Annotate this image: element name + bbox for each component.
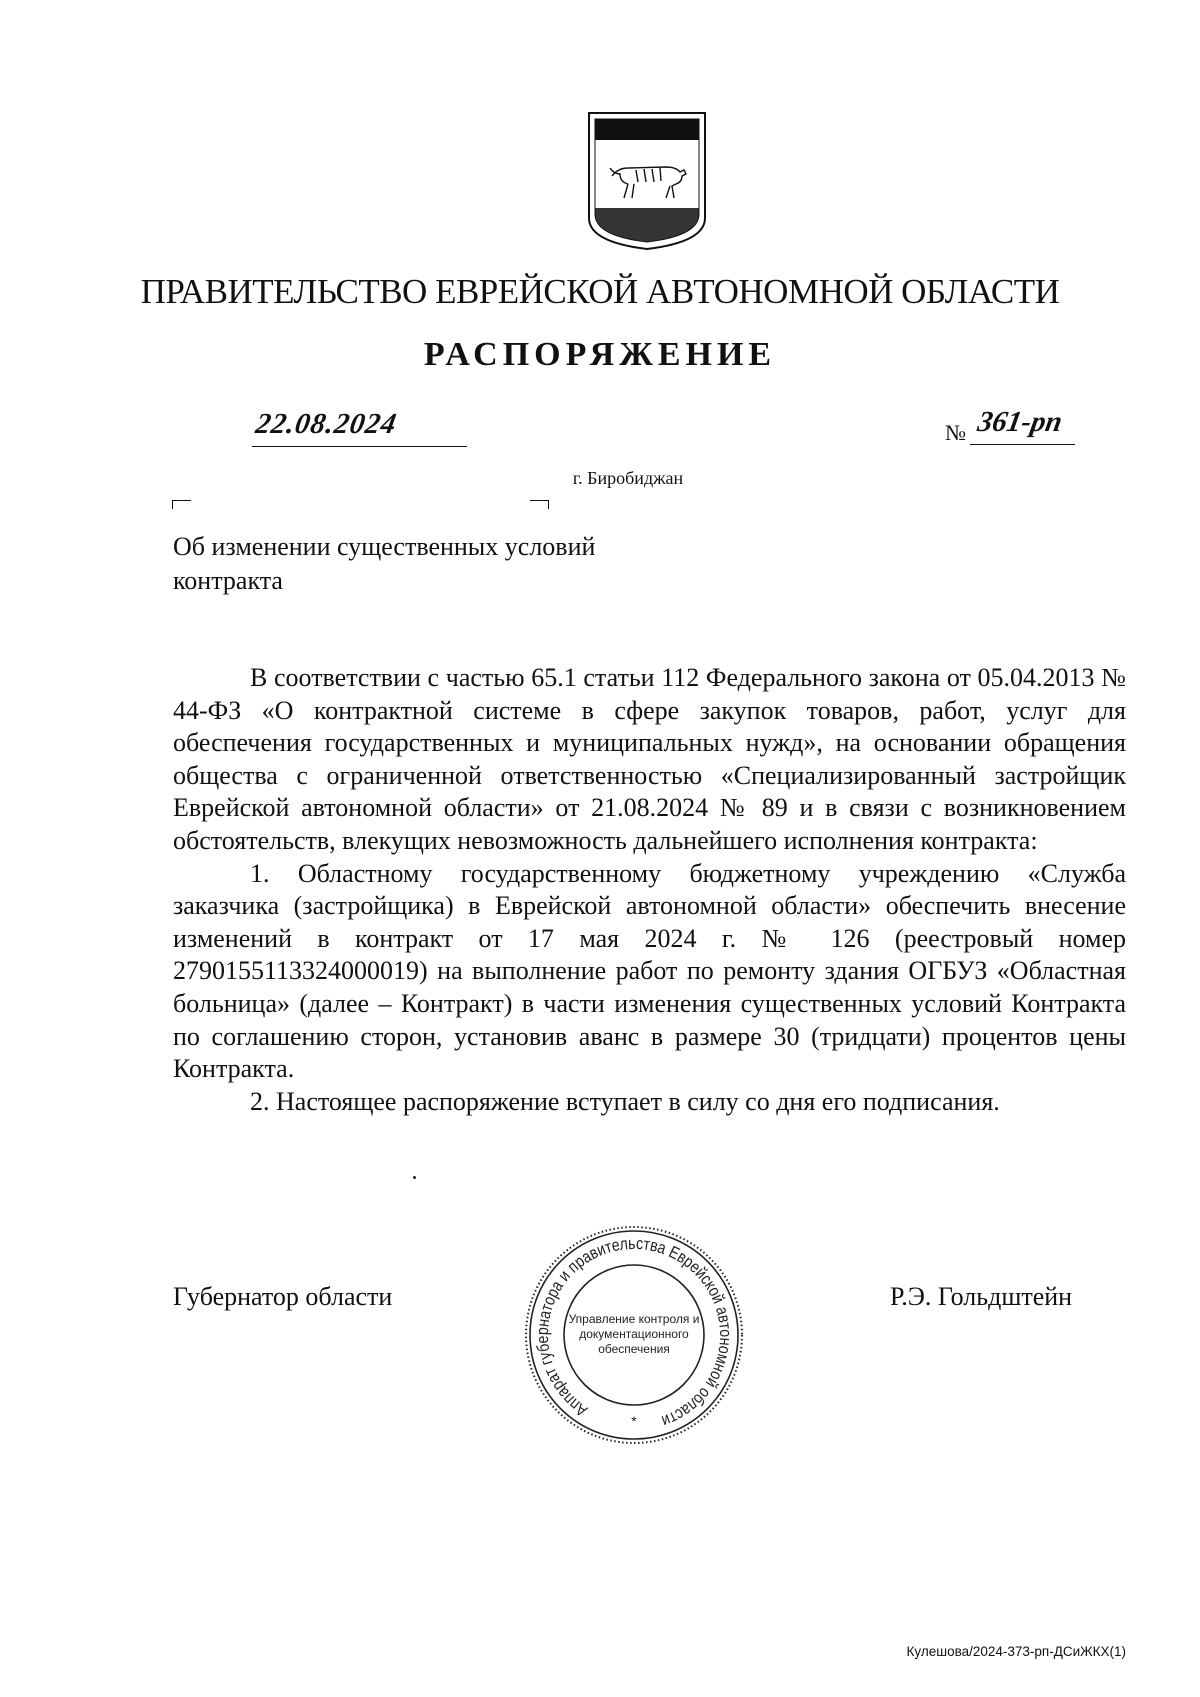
authority-heading: ПРАВИТЕЛЬСТВО ЕВРЕЙСКОЙ АВТОНОМНОЙ ОБЛАСТИ xyxy=(140,272,1060,311)
signer-name: Р.Э. Гольдштейн xyxy=(890,1282,1073,1311)
tiger-icon xyxy=(610,167,686,198)
stamp-center-line: обеспечения xyxy=(598,1342,670,1356)
stamp-ring-text: Аппарат губернатора и правительства Еврейской автономной области xyxy=(532,1233,736,1432)
stamp-center-line: документационного xyxy=(579,1327,689,1341)
signer-title: Губернатор области xyxy=(173,1282,393,1311)
document-body xyxy=(173,662,1126,1118)
document-subject xyxy=(173,530,693,598)
clause-2-paragraph: 2. Настоящее распоряжение вступает в силу со дня его подписания. xyxy=(250,1086,1000,1116)
stamp-center-line: Управление контроля и xyxy=(568,1312,700,1326)
footer-document-code: Кулешова/2024-373-рп-ДСиЖКХ(1) xyxy=(906,1644,1126,1659)
document-date: 22.08.2024 xyxy=(253,408,400,440)
coat-of-arms-emblem xyxy=(586,110,708,252)
subject-corner-right xyxy=(530,500,549,509)
clause-1-paragraph: 1. Областному государственному бюджетному учреждению «Служба заказчика (застройщика) в Еврейской автономной области» обеспечить внесение изменений в контракт от 17 мая 2024 г. № 126 (реестровый номер 2790155113324000019) на выполнение работ по ремонту здания ОГБУЗ «Областная больница» (далее – Контракт) в части изменения существенных условий Контракта по соглашению сторон, установив аванс в размере 30 (тридцати) процентов цены Контракта. xyxy=(173,858,1126,1084)
official-stamp xyxy=(522,1223,746,1447)
preamble-paragraph: В соответствии с частью 65.1 статьи 112 Федерального закона от 05.04.2013 № 44-ФЗ «О контрактной системе в сфере закупок товаров, работ, услуг для обеспечения государственных и муниципальных нужд», на основании обращения общества с ограниченной ответственностью «Специализированный застройщик Еврейской автономной области» от 21.08.2024 № 89 и в связи с возникновением обстоятельств, влекущих невозможность дальнейшего исполнения контракта: xyxy=(173,663,1126,855)
document-type-title: РАСПОРЯЖЕНИЕ xyxy=(423,336,777,373)
subject-line: Об изменении существенных условий xyxy=(173,532,596,561)
subject-line: контракта xyxy=(173,566,283,595)
subject-corner-left xyxy=(172,500,191,509)
document-number: 361-рп xyxy=(975,406,1065,438)
number-sign: № xyxy=(945,420,966,445)
stray-dot xyxy=(413,1176,416,1179)
stamp-star-icon: * xyxy=(631,1413,637,1429)
city-label: г. Биробиджан xyxy=(572,468,684,488)
